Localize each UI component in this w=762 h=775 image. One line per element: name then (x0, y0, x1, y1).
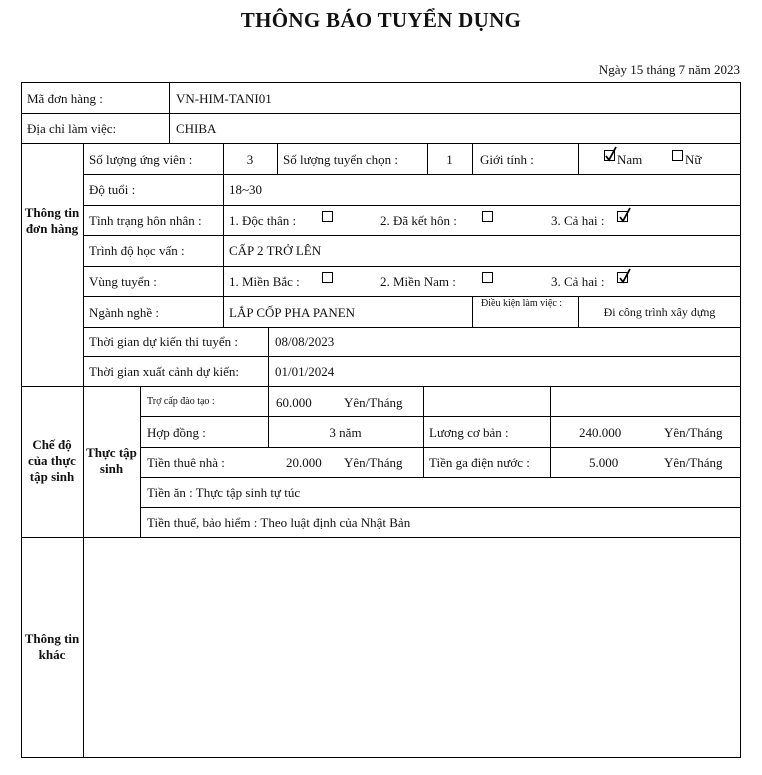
gender-male-label: Nam (617, 152, 643, 167)
utility-value: 5.000 (589, 455, 619, 470)
job-label: Ngành nghề : (89, 305, 160, 320)
salary-value: 240.000 (579, 425, 622, 440)
gender-female-checkbox[interactable] (672, 150, 683, 161)
order-code-label: Mã đơn hàng : (27, 91, 103, 106)
order-code-value: VN-HIM-TANI01 (176, 91, 272, 106)
tax-note: Tiền thuế, bảo hiểm : Theo luật định của Nhật Bản (147, 515, 411, 530)
region-both-checkbox[interactable] (617, 272, 628, 283)
exam-label: Thời gian dự kiến thi tuyển : (89, 334, 238, 349)
marital-opt2: 2. Đã kết hôn : (380, 213, 457, 228)
candidates-label: Số lượng ứng viên : (89, 152, 193, 167)
education-value: CẤP 2 TRỞ LÊN (229, 243, 322, 258)
age-label: Độ tuổi : (89, 182, 136, 197)
document-title: THÔNG BÁO TUYỂN DỤNG (240, 8, 522, 32)
section-order-info: Thông tin đơn hàng (24, 205, 80, 236)
exam-value: 08/08/2023 (275, 334, 335, 349)
marital-label: Tình trạng hôn nhân : (89, 213, 202, 228)
section-benefits: Chế độ của thực tập sinh (28, 437, 76, 484)
departure-label: Thời gian xuất cảnh dự kiến: (89, 364, 240, 379)
selected-label: Số lượng tuyển chọn : (283, 152, 399, 167)
contract-value: 3 năm (329, 425, 362, 440)
contract-label: Hợp đồng : (147, 425, 206, 440)
training-label: Trợ cấp đào tạo : (147, 396, 215, 407)
document-date: Ngày 15 tháng 7 năm 2023 (598, 62, 740, 77)
region-opt3: 3. Cả hai : (551, 274, 605, 289)
gender-male-checkbox[interactable] (604, 150, 615, 161)
region-opt1: 1. Miền Bắc : (229, 274, 300, 289)
work-place-label: Địa chỉ làm việc: (27, 121, 117, 136)
other-info-area[interactable] (84, 538, 740, 757)
region-north-checkbox[interactable] (322, 272, 333, 283)
candidates-value: 3 (246, 152, 254, 167)
age-value: 18~30 (229, 182, 263, 197)
food-note: Tiền ăn : Thực tập sinh tự túc (147, 485, 301, 500)
education-label: Trình độ học vấn : (89, 243, 185, 258)
section-intern: Thực tập sinh (86, 445, 137, 476)
marital-opt1: 1. Độc thân : (229, 213, 297, 228)
gender-female-label: Nữ (685, 152, 702, 167)
rent-label: Tiền thuê nhà : (147, 455, 225, 470)
region-opt2: 2. Miền Nam : (380, 274, 456, 289)
job-value: LẮP CỐP PHA PANEN (229, 305, 356, 320)
region-south-checkbox[interactable] (482, 272, 493, 283)
marital-opt3: 3. Cả hai : (551, 213, 605, 228)
condition-label: Điều kiện làm việc : (481, 298, 563, 309)
marital-married-checkbox[interactable] (482, 211, 493, 222)
utility-label: Tiền ga điện nước : (429, 455, 530, 470)
utility-unit: Yên/Tháng (664, 455, 723, 470)
training-value: 60.000 (276, 395, 312, 410)
training-unit: Yên/Tháng (344, 395, 403, 410)
salary-label: Lương cơ bản : (429, 425, 509, 440)
rent-value: 20.000 (286, 455, 322, 470)
region-label: Vùng tuyển : (89, 274, 157, 289)
departure-value: 01/01/2024 (275, 364, 335, 379)
section-other-info: Thông tin khác (24, 631, 80, 662)
work-place-value: CHIBA (176, 121, 217, 136)
condition-value: Đi công trình xây dựng (603, 305, 716, 319)
gender-label: Giới tính : (480, 152, 534, 167)
salary-unit: Yên/Tháng (664, 425, 723, 440)
marital-single-checkbox[interactable] (322, 211, 333, 222)
selected-value: 1 (446, 152, 453, 167)
rent-unit: Yên/Tháng (344, 455, 403, 470)
marital-both-checkbox[interactable] (617, 211, 628, 222)
